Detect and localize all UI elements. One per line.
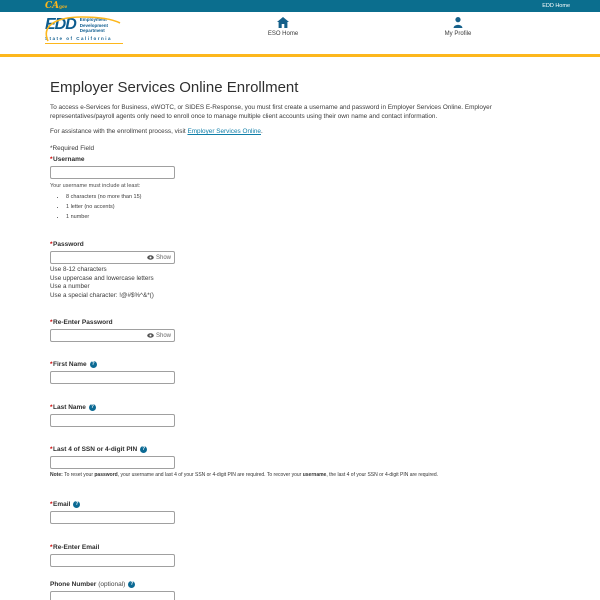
username-group [50, 155, 555, 222]
password-show-button[interactable]: Show [147, 255, 174, 261]
required-asterisk: * [50, 446, 53, 454]
ssn-note: Note: To reset your password, your username and last 4 of your SSN or 4-digit PIN are required. To recover your username, the last 4 of your SSN or 4-digit PIN are required. [50, 472, 439, 479]
nav-my-profile-label: My Profile [444, 31, 472, 37]
help-icon[interactable]: ? [75, 501, 79, 508]
ca-gov-logo[interactable]: CAgov [45, 0, 68, 11]
edd-state-of-california: State of California [45, 35, 123, 44]
site-header [0, 12, 600, 54]
username-hint-title: Your username must include at least: [50, 183, 141, 190]
first-name-group [50, 360, 555, 384]
phone-input[interactable] [50, 591, 175, 600]
required-asterisk: * [50, 156, 53, 164]
phone-optional-text: (optional) [98, 581, 126, 589]
enrollment-form [0, 57, 600, 600]
password-rules: Use 8-12 characters Use uppercase and lowercase letters Use a number Use a special character: !@#$%^&*() [50, 266, 154, 299]
home-icon [277, 17, 289, 28]
required-asterisk: * [50, 361, 53, 369]
required-asterisk: * [50, 319, 53, 327]
password-group [50, 240, 555, 300]
edd-logo[interactable] [45, 16, 125, 44]
ssn-pin-group [50, 445, 555, 478]
email-group [50, 500, 555, 524]
reenter-password-label: * Re-Enter Password [50, 319, 113, 327]
reenter-email-input[interactable] [50, 554, 175, 567]
required-asterisk: * [50, 501, 53, 509]
email-label: * Email ? [50, 501, 79, 509]
edd-home-link[interactable]: EDD Home [542, 3, 570, 9]
phone-group [50, 580, 555, 600]
edd-department-lines: Employment Development Department [79, 17, 109, 33]
help-icon[interactable]: ? [142, 446, 146, 453]
page-title: Employer Services Online Enrollment [50, 79, 299, 96]
help-icon[interactable]: ? [130, 581, 134, 588]
reenter-password-group [50, 318, 555, 342]
help-icon[interactable]: ? [90, 404, 94, 411]
ssn-pin-label: * Last 4 of SSN or 4-digit PIN ? [50, 446, 146, 454]
first-name-input[interactable] [50, 371, 175, 384]
password-input[interactable] [51, 252, 147, 263]
username-rule: • 1 letter (no accents) [66, 202, 555, 212]
last-name-input[interactable] [50, 414, 175, 427]
reenter-password-field-wrap [50, 329, 175, 342]
nav-my-profile[interactable] [418, 17, 498, 37]
last-name-label: * Last Name ? [50, 404, 94, 412]
required-field-note: *Required Field [50, 145, 95, 153]
username-label: * Username [50, 156, 85, 164]
required-asterisk: * [50, 241, 53, 249]
required-asterisk: * [50, 544, 53, 552]
reenter-email-group [50, 543, 555, 567]
username-rule: • 8 characters (no more than 15) [66, 192, 555, 202]
first-name-label: * First Name ? [50, 361, 95, 369]
reenter-password-input[interactable] [51, 330, 147, 341]
eye-icon [147, 255, 154, 260]
edd-acronym: EDD [45, 16, 76, 33]
top-utility-bar [0, 0, 600, 12]
nav-eso-home-label: ESO Home [267, 31, 299, 37]
employer-services-online-link[interactable]: Employer Services Online [187, 128, 261, 136]
assistance-line: For assistance with the enrollment process, visit Employer Services Online. [50, 128, 263, 136]
profile-icon [453, 17, 463, 28]
nav-eso-home[interactable] [243, 17, 323, 37]
password-label: * Password [50, 241, 84, 249]
help-icon[interactable]: ? [91, 361, 95, 368]
username-input[interactable] [50, 166, 175, 179]
phone-label: Phone Number (optional) ? [50, 581, 134, 589]
required-asterisk: * [50, 404, 53, 412]
password-field-wrap [50, 251, 175, 264]
last-name-group [50, 403, 555, 427]
reenter-email-label: * Re-Enter Email [50, 544, 100, 552]
edd-logo-swoosh [40, 14, 126, 46]
reenter-password-show-button[interactable]: Show [147, 333, 174, 339]
intro-paragraph: To access e-Services for Business, eWOTC, or SIDES E-Response, you must first create a username and password in Employer Services Online. Employer representatives/payroll agents only need to enroll once to manage multiple client accounts using their own name and contact information. [50, 104, 492, 120]
username-rule: • 1 number [66, 212, 555, 222]
eye-icon [147, 333, 154, 338]
username-rules-list [66, 192, 555, 222]
ssn-pin-input[interactable] [50, 456, 175, 469]
email-input[interactable] [50, 511, 175, 524]
